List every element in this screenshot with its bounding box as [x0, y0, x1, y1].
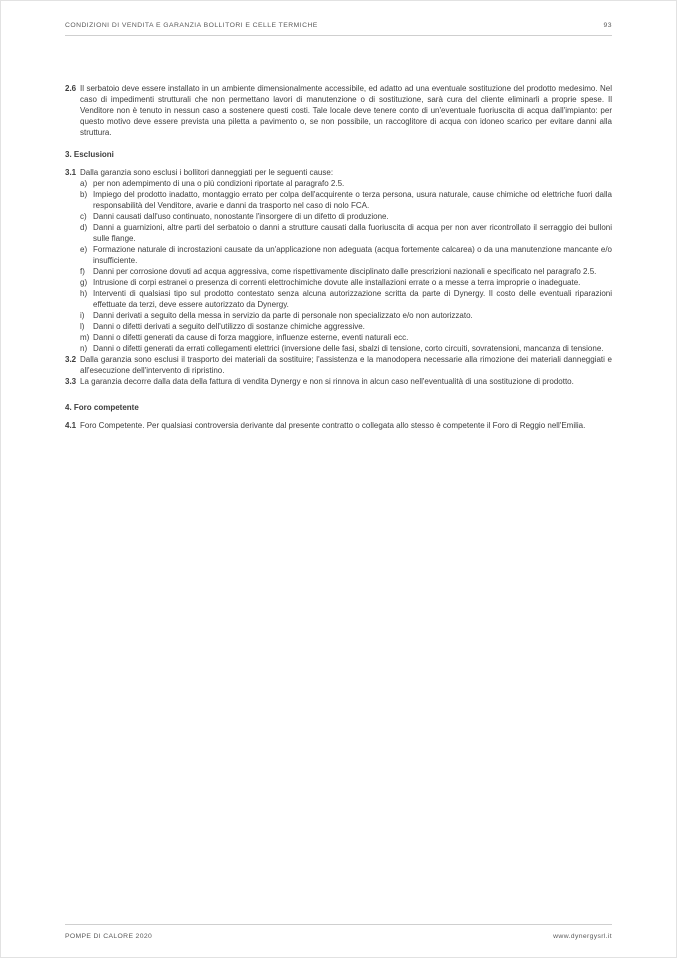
section-4-heading: 4. Foro competente — [65, 403, 139, 412]
list-item — [80, 244, 612, 266]
page-body — [65, 36, 612, 924]
clause-text: Dalla garanzia sono esclusi i bollitori danneggiati per le seguenti cause: — [80, 168, 334, 177]
list-item-letter: h) — [80, 289, 88, 298]
footer-series-title: POMPE DI CALORE 2020 — [65, 933, 153, 940]
list-item — [80, 277, 612, 288]
list-item-letter: i) — [80, 311, 85, 320]
header-title: CONDIZIONI DI VENDITA E GARANZIA BOLLITORI E CELLE TERMICHE — [65, 22, 318, 29]
list-item-letter: f) — [80, 267, 85, 276]
clause-3-1 — [65, 167, 612, 178]
clause-text: Foro Competente. Per qualsiasi controversia derivante dal presente contratto o collegata allo stesso è competente il Foro di Reggio nell'Emilia. — [80, 421, 586, 430]
list-item-letter: n) — [80, 344, 88, 353]
clause-4-1 — [65, 420, 612, 431]
list-item-text: Danni a guarnizioni, altre parti del serbatoio o danni a strutture causati dalla fuoriuscita di acqua per non aver ricontrollato il serraggio dei bulloni sulle flange. — [93, 223, 612, 243]
list-item — [80, 321, 612, 332]
clause-number: 3.3 — [65, 377, 77, 386]
list-item-letter: e) — [80, 245, 88, 254]
list-item — [80, 332, 612, 343]
list-item-text: Danni per corrosione dovuti ad acqua aggressiva, come rispettivamente disciplinato dalle prescrizioni nazionali e specificato nel paragrafo 2.5. — [93, 267, 597, 276]
clause-2-6 — [65, 83, 612, 138]
footer-website-url: www.dynergysrl.it — [553, 933, 612, 940]
list-item-text: Interventi di qualsiasi tipo sul prodotto contestato senza alcuna autorizzazione scritta da parte di Dynergy. Il costo delle eventuali riparazioni effettuate da terzi, deve essere autorizzato da Dynergy. — [93, 289, 612, 309]
list-item — [80, 343, 612, 354]
list-item-letter: b) — [80, 190, 88, 199]
clause-text: Dalla garanzia sono esclusi il trasporto dei materiali da sostituire; l'assistenza e la manodopera necessarie alla rimozione dei materiali danneggiati e all'esecuzione dell'intervento di ripristino. — [80, 355, 612, 375]
page-footer — [65, 924, 612, 957]
footer-divider — [65, 924, 612, 925]
list-item-text: Danni derivati a seguito della messa in servizio da parte di personale non specializzato e/o non autorizzato. — [93, 311, 473, 320]
list-item-letter: l) — [80, 322, 85, 331]
list-item-text: Formazione naturale di incrostazioni causate da un'applicazione non adeguata (acqua fortemente calcarea) o da una manutenzione mancante e/o insufficiente. — [93, 245, 612, 265]
page-header — [65, 1, 612, 36]
list-item-letter: m) — [80, 333, 90, 342]
list-item-letter: g) — [80, 278, 88, 287]
list-item — [80, 288, 612, 310]
list-item-text: Danni o difetti generati da cause di forza maggiore, influenze esterne, eventi naturali ecc. — [93, 333, 409, 342]
list-item-text: Impiego del prodotto inadatto, montaggio errato per colpa dell'acquirente o terza persona, usura naturale, cause chimiche od elettriche fuori dalla responsabilità del Venditore, avarie e danni da trasporto nel caso di nolo FCA. — [93, 190, 612, 210]
list-item-text: Intrusione di corpi estranei o presenza di correnti elettrochimiche dovute alle installazioni errate o a messe a terra improprie o inadeguate. — [93, 278, 581, 287]
clause-number: 2.6 — [65, 84, 77, 93]
list-item-text: Danni o difetti generati da errati collegamenti elettrici (inversione delle fasi, sbalzi di tensione, corto circuiti, sovratensioni, mancanza di tensione. — [93, 344, 604, 353]
exclusions-list — [80, 178, 612, 354]
section-3-heading: 3. Esclusioni — [65, 150, 114, 159]
clause-number: 3.2 — [65, 355, 77, 364]
list-item-letter: c) — [80, 212, 87, 221]
list-item — [80, 189, 612, 211]
list-item — [80, 178, 612, 189]
list-item — [80, 222, 612, 244]
list-item — [80, 310, 612, 321]
page-number: 93 — [603, 22, 612, 29]
list-item — [80, 266, 612, 277]
clause-3-2 — [65, 354, 612, 376]
list-item-text: Danni causati dall'uso continuato, nonostante l'insorgere di un difetto di produzione. — [93, 212, 389, 221]
clause-number: 3.1 — [65, 168, 77, 177]
clause-3-3 — [65, 376, 612, 387]
list-item-letter: a) — [80, 179, 88, 188]
list-item-text: per non adempimento di una o più condizioni riportate al paragrafo 2.5. — [93, 179, 345, 188]
clause-text: La garanzia decorre dalla data della fattura di vendita Dynergy e non si rinnova in alcun caso nell'eventualità di una sostituzione di prodotto. — [80, 377, 574, 386]
clause-text: Il serbatoio deve essere installato in un ambiente dimensionalmente accessibile, ed adatto ad una eventuale sostituzione del prodotto medesimo. Nel caso di impedimenti strutturali che non permettano lavori di manutenzione o di sostituzione, sarà cura del cliente eliminarli a proprie spese. Il Venditore non è tenuto in nessun caso a sostenere questi costi. Tale locale deve tenere conto di un'eventuale fuoriuscita di acqua dall'impianto: per questo motivo deve essere prevista una piletta a pavimento o, se non possibile, un raccoglitore di acqua con idoneo scarico per evitare danni alla struttura. — [80, 84, 612, 137]
clause-number: 4.1 — [65, 421, 77, 430]
list-item-letter: d) — [80, 223, 88, 232]
list-item-text: Danni o difetti derivati a seguito dell'utilizzo di sostanze chimiche aggressive. — [93, 322, 365, 331]
list-item — [80, 211, 612, 222]
